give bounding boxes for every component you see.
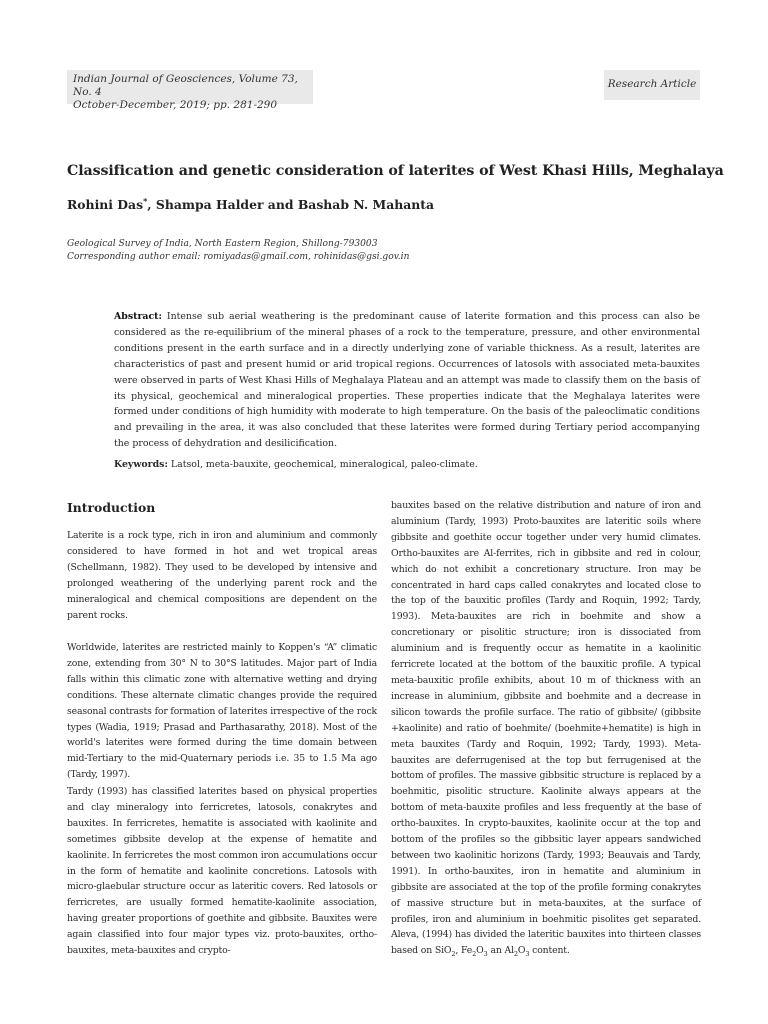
paper-title: Classification and genetic consideration of laterites of West Khasi Hills, Meghalaya — [67, 163, 724, 179]
paragraph-text: bauxites based on the relative distribution and nature of iron and aluminium (Tardy, 1993) Proto-bauxites are lateritic soils where gibbsite and goethite occur together under very humid climates. Ortho-bauxites are Al-ferrites, rich in gibbsite and red in colour, which do not exhibit a concretionary structure. Iron may be concentrated in hard caps called conakrytes and located close to the top of the bauxitic profiles (Tardy and Roquin, 1992; Tardy, 1993). Meta-bauxites are rich in boehmite and show a concretionary or pisolitic structure; iron is dissociated from aluminium and is frequently occur as hematite in a kaolinitic ferricrete located at the bottom of the bauxitic profile. A typical meta-bauxitic profile exhibits, about 10 m of thickness with an increase in aluminium, gibbsite and boehmite and a decrease in silicon towards the profile surface. The ratio of gibbsite/ (gibbsite +kaolinite) and ratio of boehmite/ (boehmite+hematite) is high in meta bauxites (Tardy and Roquin, 1992; Tardy, 1993). Meta-bauxites are deferrugenised at the top but ferrugenised at the bottom of profiles. The massive gibbsitic structure is replaced by a boehmitic, pisolitic structure. Kaolinite always appears at the bottom of meta-bauxite profiles and less frequently at the base of ortho-bauxites. In crypto-bauxites, kaolinite occur at the top and bottom of the profiles so the gibbsitic layer appears sandwiched between two kaolinitic horizons (Tardy, 1993; Beauvais and Tardy, 1991). In ortho-bauxites, iron in hematite and aluminium in gibbsite are associated at the top of the profile forming conakrytes of massive structure but in meta-bauxites, at the surface of profiles, iron and aluminium in boehmitic pisolites get separated. Aleva, (1994) has divided the lateritic bauxites into thirteen classes based on SiO$_2$, $Fe_2O_3$ an $Al_2O_3$ content. — [391, 500, 701, 959]
intro-paragraph-1 — [67, 528, 377, 623]
affiliation-block — [67, 238, 409, 264]
author-list — [67, 196, 434, 212]
paragraph-text: Tardy (1993) has classified laterites based on physical properties and clay mineralogy into ferricretes, latosols, conakrytes and bauxites. In ferricretes, hematite is associated with kaolinite and sometimes gibbsite develop at the expense of hematite and kaolinite. In ferricretes the most common iron accumulations occur in the form of hematite and kaolinite concretions. Latosols with micro-glaebular structure occur as lateritic covers. Red latosols or ferricretes, are usually formed hematite-kaolinite association, having greater proportions of goethite and gibbsite. Bauxites were again classified into four major types viz. proto-bauxites, ortho-bauxites, meta-bauxites and crypto- — [67, 786, 377, 957]
journal-volume-line: Indian Journal of Geosciences, Volume 73, No. 4 — [73, 73, 298, 98]
formula-sio2: SiO$_2$ — [434, 945, 456, 959]
paragraph-text: Laterite is a rock type, rich in iron and aluminium and commonly considered to have formed in hot and wet tropical areas (Schellmann, 1982). They used to be developed by intensive and prolonged weathering of the underlying parent rock and the mineralogical and chemical compositions are dependent on the parent rocks. — [67, 530, 377, 621]
journal-info-box — [67, 70, 313, 111]
affiliation-line: Geological Survey of India, North Eastern Region, Shillong-793003 — [67, 239, 378, 249]
keywords-label: Keywords: — [114, 459, 168, 470]
article-type-label: Research Article — [607, 78, 697, 90]
author-rest: , Shampa Halder and Bashab N. Mahanta — [147, 197, 435, 213]
abstract — [114, 309, 700, 452]
formula-fe2o3: $Fe_2O_3$ — [461, 945, 488, 959]
formula-al2o3: $Al_2O_3$ — [504, 945, 530, 959]
intro-paragraph-2 — [67, 640, 377, 783]
keywords-text: Latsol, meta-bauxite, geochemical, mineralogical, paleo-climate. — [167, 459, 478, 470]
author-first: Rohini Das — [67, 197, 144, 213]
section-heading-introduction: Introduction — [67, 500, 156, 515]
journal-date-pages-line: October-December, 2019; pp. 281-290 — [73, 99, 278, 111]
intro-paragraph-3 — [67, 784, 377, 959]
abstract-label: Abstract: — [114, 311, 162, 322]
article-type-badge — [604, 70, 700, 100]
intro-right-column — [391, 498, 701, 963]
column-2-text: bauxites based on the relative distribution and nature of iron and aluminium (Tardy, 1993) Proto-bauxites are lateritic soils where gibbsite and goethite occur together under very humid climates. Ortho-bauxites are Al-ferrites, rich in gibbsite and red in colour, which do not exhibit a concretionary structure. Iron may be concentrated in hard caps called conakrytes and located close to the top of the bauxitic profiles (Tardy and Roquin, 1992; Tardy, 1993). Meta-bauxites are rich in boehmite and show a concretionary or pisolitic structure; iron is dissociated from aluminium and is frequently occur as hematite in a kaolinitic ferricrete located at the bottom of the bauxitic profile. A typical meta-bauxitic profile exhibits, about 10 m of thickness with an increase in aluminium, gibbsite and boehmite and a decrease in silicon towards the profile surface. The ratio of gibbsite/ (gibbsite +kaolinite) and ratio of boehmite/ (boehmite+hematite) is high in meta bauxites (Tardy and Roquin, 1992; Tardy, 1993). Meta-bauxites are deferrugenised at the top but ferrugenised at the bottom of profiles. The massive gibbsitic structure is replaced by a boehmitic, pisolitic structure. Kaolinite always appears at the bottom of meta-bauxite profiles and less frequently at the base of ortho-bauxites. In crypto-bauxites, kaolinite occur at the top and bottom of the profiles so the gibbsitic layer appears sandwiched between two kaolinitic horizons (Tardy, 1993; Beauvais and Tardy, 1991). In ortho-bauxites, iron in hematite and aluminium in gibbsite are associated at the top of the profile forming conakrytes of massive structure but in meta-bauxites, at the surface of profiles, iron and aluminium in boehmitic pisolites get separated. Aleva, (1994) has divided the lateritic bauxites into thirteen classes based on — [391, 500, 701, 957]
abstract-text: Intense sub aerial weathering is the predominant cause of laterite formation and this process can also be considered as the re-equilibrium of the mineral phases of a rock to the temperature, pressure, and other environmental conditions present in the earth surface and in a directly underlying zone of variable thickness. As a result, laterites are characteristics of past and present humid or arid tropical regions. Occurrences of latosols with associated meta-bauxites were observed in parts of West Khasi Hills of Meghalaya Plateau and an attempt was made to classify them on the basis of its physical, geochemical and mineralogical properties. These properties indicate that the Meghalaya laterites were formed under conditions of high humidity with moderate to high temperature. On the basis of the paleoclimatic conditions and prevailing in the area, it was also concluded that these laterites were formed during Tertiary period accompanying the process of dehydration and desilicification. — [114, 311, 700, 450]
paragraph-text: Worldwide, laterites are restricted mainly to Koppen's “A” climatic zone, extending from 30° N to 30°S latitudes. Major part of India falls within this climatic zone with alternative wetting and drying conditions. These alternate climatic changes provide the required seasonal contrasts for formation of laterites irrespective of the rock types (Wadia, 1919; Prasad and Parthasarathy, 2018). Most of the world's laterites were formed during the time domain between mid-Tertiary to the mid-Quaternary periods i.e. 35 to 1.5 Ma ago (Tardy, 1997). — [67, 642, 377, 781]
corresponding-email-line: Corresponding author email: romiyadas@gmail.com, rohinidas@gsi.gov.in — [67, 252, 410, 262]
corresponding-author-mark: * — [143, 196, 148, 206]
keywords — [114, 459, 700, 470]
